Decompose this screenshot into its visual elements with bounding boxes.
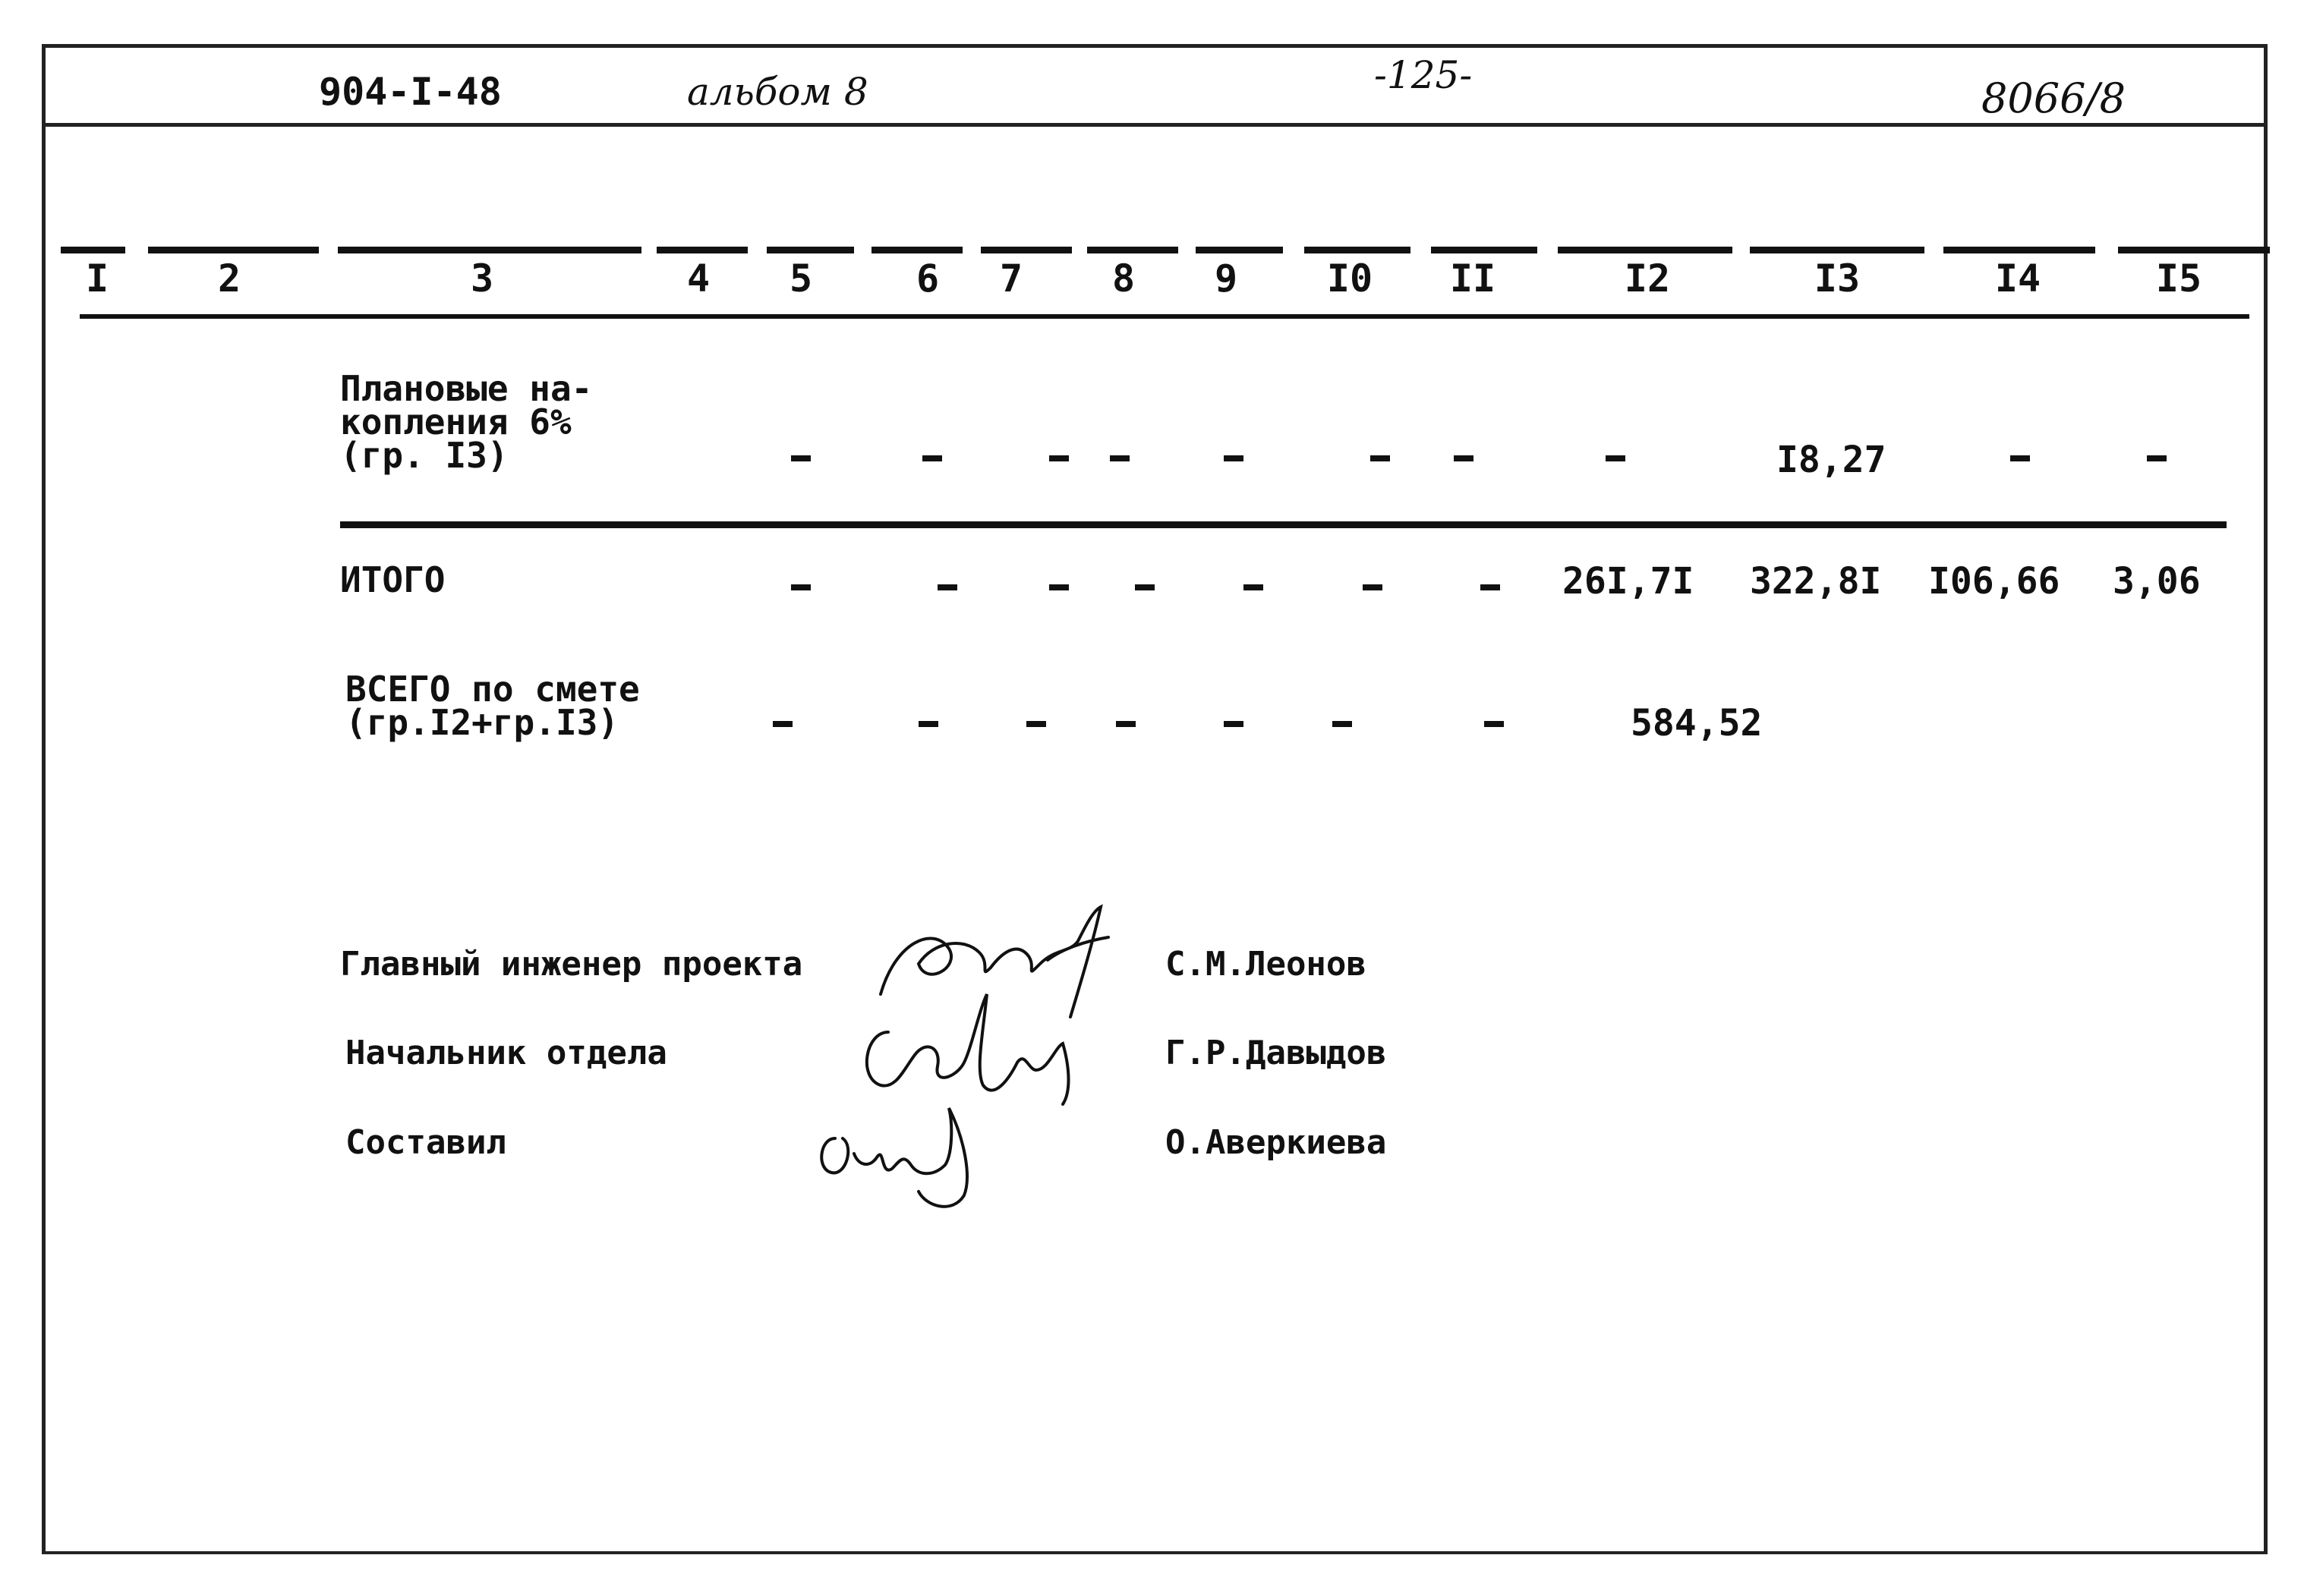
column-number-12: I2 [1624, 257, 1671, 301]
grand-total-value: 584,52 [1631, 702, 1763, 744]
column-number-8: 8 [1111, 257, 1136, 301]
column-number-7: 7 [999, 257, 1023, 301]
sheet-number: 8066/8 [1981, 74, 2126, 122]
total-col15-value: 3,06 [2113, 560, 2201, 603]
frame-right-border [2264, 44, 2268, 1554]
column-number-4: 4 [686, 257, 711, 301]
planned-col6-dash [922, 455, 942, 461]
frame-bottom-border [42, 1551, 2266, 1554]
total-col14-value: I06,66 [1928, 560, 2060, 603]
signature-name-department-head: Г.Р.Давыдов [1165, 1034, 1387, 1072]
total-label: ИТОГО [340, 559, 446, 600]
signature-name-compiler: О.Аверкиева [1165, 1123, 1387, 1162]
column-number-10: I0 [1326, 257, 1373, 301]
total-col10-dash [1363, 584, 1382, 590]
planned-col5-dash [791, 455, 811, 461]
signature-role-chief-engineer: Главный инженер проекта [340, 945, 803, 984]
grand-col10-dash [1332, 721, 1352, 727]
doc-code: 904-I-48 [319, 70, 502, 114]
frame-top-border [42, 44, 2266, 48]
grand-total-label: ВСЕГО по смете (гр.I2+гр.I3) [345, 669, 640, 743]
grand-col7-dash [1026, 721, 1046, 727]
column-number-13: I3 [1814, 257, 1861, 301]
grand-col8-dash [1116, 721, 1136, 727]
column-number-11: II [1449, 257, 1496, 301]
column-number-1: I [85, 257, 109, 301]
planned-col8-dash [1110, 455, 1130, 461]
column-number-3: 3 [470, 257, 494, 301]
total-col5-dash [791, 584, 811, 590]
planned-col9-dash [1224, 455, 1243, 461]
column-number-14: I4 [1994, 257, 2041, 301]
total-separator-rule [340, 521, 2227, 528]
signature-role-department-head: Начальник отдела [345, 1034, 667, 1072]
planned-col10-dash [1370, 455, 1390, 461]
total-col8-dash [1135, 584, 1155, 590]
planned-col13-value: I8,27 [1776, 439, 1886, 481]
grand-col9-dash [1224, 721, 1243, 727]
column-number-9: 9 [1214, 257, 1238, 301]
total-col7-dash [1049, 584, 1069, 590]
planned-col14-dash [2010, 455, 2030, 461]
grand-col11-dash [1484, 721, 1504, 727]
total-col6-dash [938, 584, 957, 590]
signature-name-chief-engineer: С.М.Леонов [1165, 945, 1366, 984]
total-col12-value: 26I,7I [1562, 560, 1694, 603]
column-header-bottom-rule [80, 314, 2249, 319]
planned-col12-dash [1606, 455, 1625, 461]
total-col9-dash [1243, 584, 1263, 590]
frame-header-border [42, 123, 2266, 127]
page-number: -125- [1374, 53, 1473, 97]
grand-col5-dash [773, 721, 793, 727]
album-number: альбом 8 [687, 70, 868, 114]
planned-col11-dash [1454, 455, 1473, 461]
grand-col6-dash [919, 721, 938, 727]
handwritten-signature-compiler [812, 1093, 1010, 1214]
column-number-6: 6 [916, 257, 940, 301]
signature-role-compiler: Составил [345, 1123, 506, 1162]
column-number-2: 2 [217, 257, 241, 301]
planned-savings-label: Плановые на- копления 6% (гр. I3) [340, 368, 593, 476]
planned-col7-dash [1049, 455, 1069, 461]
planned-col15-dash [2147, 455, 2167, 461]
total-col13-value: 322,8I [1750, 560, 1882, 603]
total-col11-dash [1480, 584, 1500, 590]
column-number-5: 5 [789, 257, 813, 301]
frame-left-border [42, 44, 46, 1554]
column-number-15: I5 [2155, 257, 2202, 301]
